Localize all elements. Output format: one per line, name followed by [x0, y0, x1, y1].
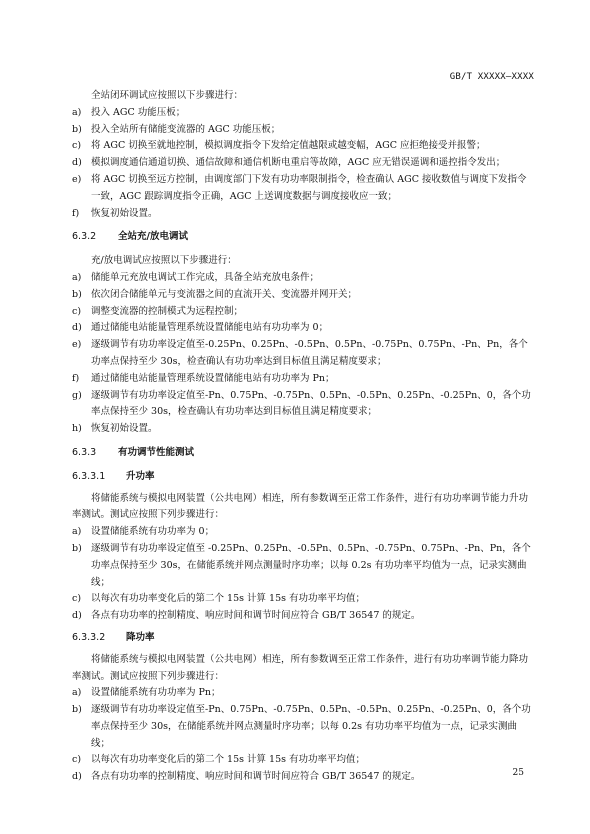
list-text: 投入 AGC 功能压板；	[91, 106, 186, 118]
list-label: c)	[72, 593, 82, 605]
power-down-steps	[72, 685, 534, 786]
list-item	[72, 752, 534, 769]
list-label: a)	[72, 271, 82, 283]
list-label: b)	[72, 123, 82, 135]
list-text: 以每次有功功率变化后的第二个 15s 计算 15s 有功功率平均值；	[91, 754, 366, 766]
list-item	[72, 421, 534, 438]
list-text: 逐级调节有功功率设定值至 -0.25Pn、0.25Pn、-0.5Pn、0.5Pn、-0.75Pn、0.75Pn、-Pn、Pn，各个功率点保持至少 30s，在储能系统并网点测量时序功率；以每 0.2s 有功功率平均值为一点，记录实测曲线；	[91, 542, 531, 588]
list-text: 模拟调度通信通道切换、通信故障和通信机断电重启等故障，AGC 应无错误遥调和遥控指令发出；	[91, 157, 506, 169]
section-title: 升功率	[126, 470, 155, 482]
list-text: 依次闭合储能单元与变流器之间的直流开关、变流器并网开关；	[91, 288, 358, 300]
doc-code-header: GB/T XXXXX—XXXX	[449, 72, 534, 82]
list-text: 投入全站所有储能变流器的 AGC 功能压板；	[91, 123, 281, 135]
list-item	[72, 371, 534, 388]
list-label: a)	[72, 106, 82, 118]
list-item	[72, 591, 534, 608]
list-text: 将 AGC 切换至就地控制，模拟调度指令下发给定值越限或越变幅，AGC 应拒绝接受并报警；	[91, 140, 486, 152]
list-text: 各点有功功率的控制精度、响应时间和调节时间应符合 GB/T 36547 的规定。	[91, 610, 421, 622]
list-item	[72, 388, 534, 422]
charge-discharge-intro: 充/放电调试应按照以下步骤进行：	[91, 255, 237, 267]
section-title: 有功调节性能测试	[118, 446, 195, 458]
list-text: 储能单元充放电调试工作完成，具备全站充放电条件；	[91, 271, 320, 283]
list-text: 通过储能电站能量管理系统设置储能电站有功功率为 0；	[91, 322, 329, 334]
section-heading-6-3-3-1	[72, 469, 534, 486]
list-text: 逐级调节有功功率设定值至-0.25Pn、0.25Pn、-0.5Pn、0.5Pn、-0.75Pn、0.75Pn、-Pn、Pn，各个功率点保持至少 30s，检查确认有功功率达到目标值且满足精度要求；	[91, 339, 528, 367]
list-label: d)	[72, 610, 82, 622]
list-text: 恢复初始设置。	[91, 207, 158, 219]
list-item	[72, 304, 534, 321]
list-item	[72, 685, 534, 702]
closed-loop-steps	[72, 105, 534, 223]
list-label: f)	[72, 207, 80, 219]
list-text: 逐级调节有功功率设定值至-Pn、0.75Pn、-0.75Pn、0.5Pn、-0.5Pn、0.25Pn、-0.25Pn、0，各个功率点保持至少 30s，检查确认有功功率达到目标值且满足精度要求；	[91, 389, 531, 418]
section-heading-6-3-3-2	[72, 630, 534, 647]
page-number: 25	[512, 768, 524, 778]
list-text: 调整变流器的控制模式为远程控制；	[91, 305, 244, 317]
list-label: c)	[72, 140, 82, 152]
charge-discharge-steps	[72, 270, 534, 438]
list-item	[72, 608, 534, 625]
list-label: e)	[72, 339, 82, 351]
list-label: c)	[72, 305, 82, 317]
section-number: 6.3.3	[72, 446, 97, 458]
list-label: h)	[72, 423, 82, 435]
list-text: 设置储能系统有功功率为 0；	[91, 526, 215, 538]
list-item	[72, 524, 534, 541]
list-label: a)	[72, 526, 82, 538]
list-label: b)	[72, 288, 82, 300]
power-down-intro: 将储能系统与模拟电网装置（公共电网）相连，所有参数调至正常工作条件，进行有功功率调节能力降功率测试。测试应按照下列步骤进行：	[72, 653, 529, 682]
section-title: 全站充/放电调试	[118, 231, 188, 243]
list-text: 将 AGC 切换至远方控制，由调度部门下发有功功率限制指令，检查确认 AGC 接收数值与调度下发指令一致，AGC 跟踪调度指令正确，AGC 上送调度数据与调度接收应一致；	[91, 173, 527, 202]
list-text: 各点有功功率的控制精度、响应时间和调节时间应符合 GB/T 36547 的规定。	[91, 771, 421, 783]
section-number: 6.3.2	[72, 231, 97, 243]
section-number: 6.3.3.2	[72, 631, 106, 643]
list-item	[72, 337, 534, 371]
section-title: 降功率	[126, 631, 155, 643]
list-text: 逐级调节有功功率设定值至-Pn、0.75Pn、-0.75Pn、0.5Pn、-0.5Pn、0.25Pn、-0.25Pn、0，各个功率点保持至少 30s，在储能系统并网点测量时序功率；以每 0.2s 有功功率平均值为一点，记录实测曲线；	[91, 704, 531, 749]
list-item	[72, 105, 534, 122]
list-label: b)	[72, 542, 82, 554]
list-label: d)	[72, 157, 82, 169]
section-heading-6-3-3	[72, 445, 534, 462]
closed-loop-intro: 全站闭环调试应按照以下步骤进行：	[91, 90, 244, 101]
section-number: 6.3.3.1	[72, 470, 106, 482]
list-label: g)	[72, 389, 82, 401]
list-label: b)	[72, 704, 82, 716]
power-up-steps	[72, 524, 534, 625]
list-item	[72, 541, 534, 591]
list-label: d)	[72, 322, 82, 334]
list-text: 以每次有功功率变化后的第二个 15s 计算 15s 有功功率平均值；	[91, 593, 366, 605]
list-label: a)	[72, 687, 82, 699]
list-item	[72, 155, 534, 172]
power-up-intro: 将储能系统与模拟电网装置（公共电网）相连，所有参数调至正常工作条件，进行有功功率调节能力升功率测试。测试应按照下列步骤进行：	[72, 492, 529, 521]
list-label: f)	[72, 372, 80, 384]
list-label: e)	[72, 173, 82, 185]
list-item	[72, 287, 534, 304]
list-item	[72, 270, 534, 287]
list-text: 设置储能系统有功功率为 Pn；	[91, 687, 221, 699]
list-item	[72, 122, 534, 139]
list-item	[72, 206, 534, 223]
list-text: 通过储能电站能量管理系统设置储能电站有功功率为 Pn；	[91, 372, 335, 384]
list-label: d)	[72, 771, 82, 783]
document-body	[72, 88, 534, 786]
list-label: c)	[72, 754, 82, 766]
list-item	[72, 769, 534, 786]
list-item	[72, 702, 534, 752]
list-text: 恢复初始设置。	[91, 423, 158, 435]
list-item	[72, 172, 534, 206]
section-heading-6-3-2	[72, 229, 534, 246]
list-item	[72, 138, 534, 155]
list-item	[72, 320, 534, 337]
